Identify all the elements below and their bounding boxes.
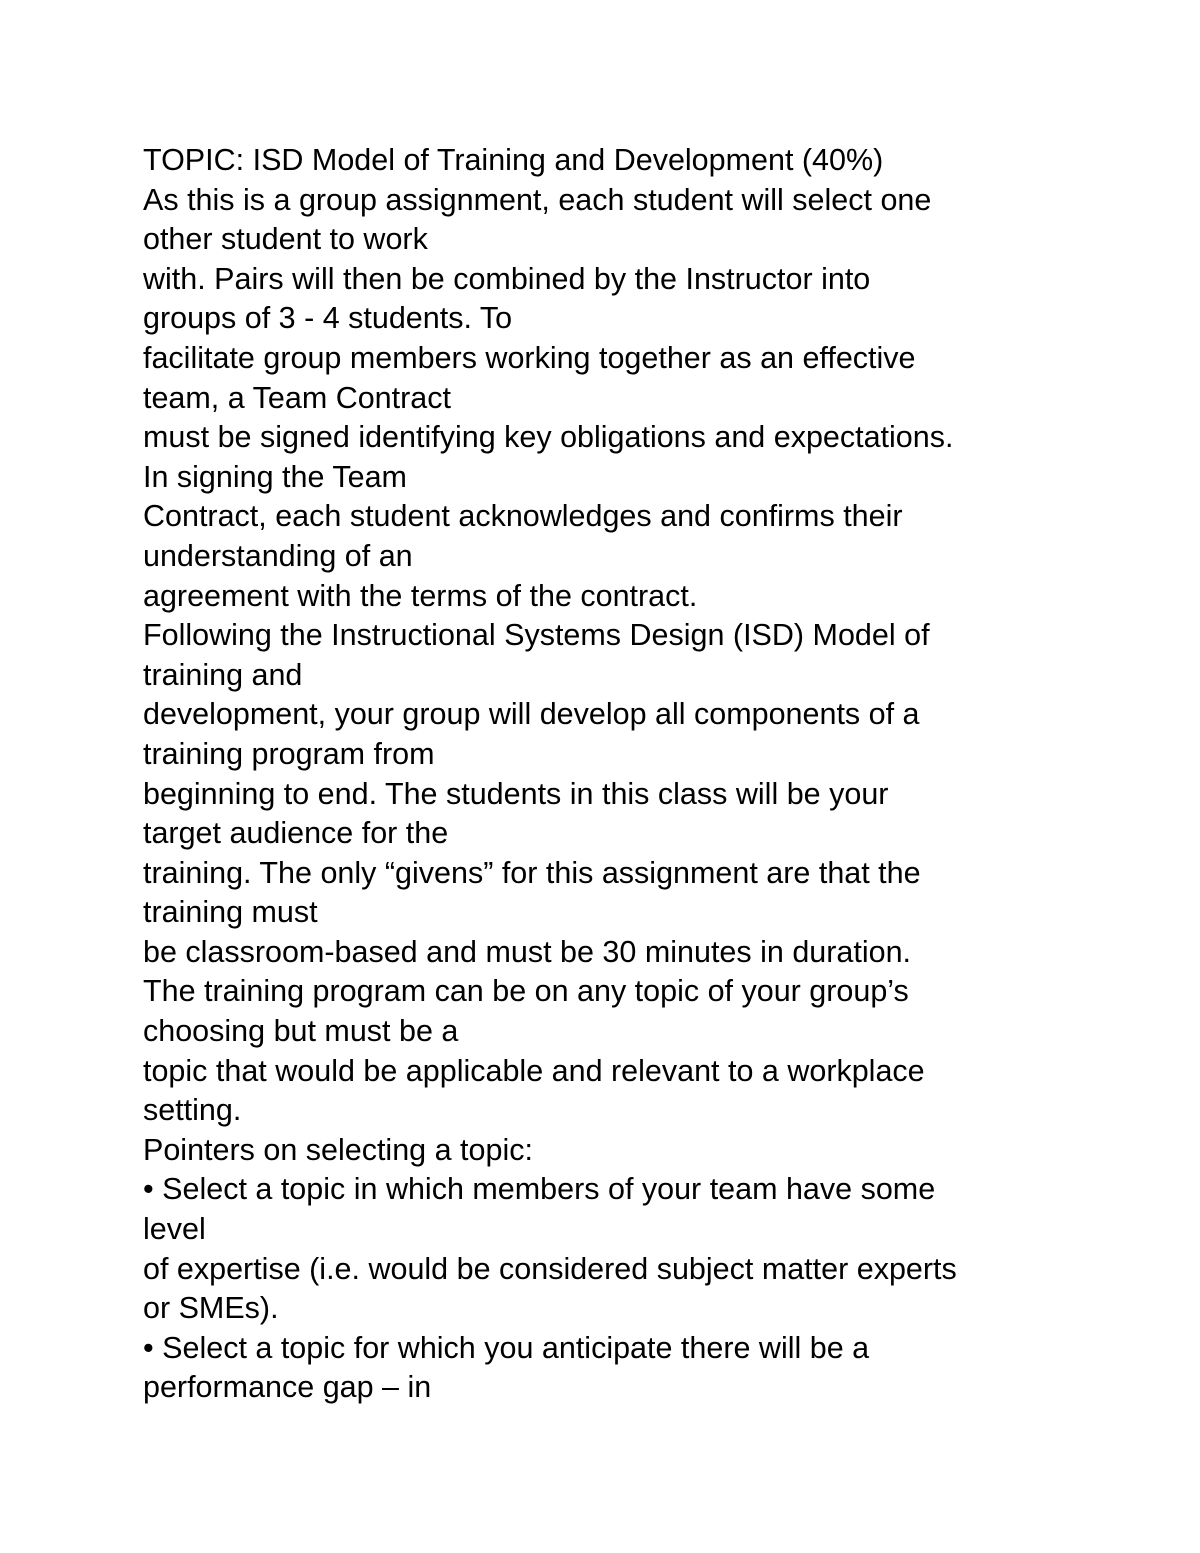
text-line: groups of 3 - 4 students. To <box>143 301 513 336</box>
text-line: topic that would be applicable and relevant to a workplace <box>143 1053 925 1088</box>
text-line: must be signed identifying key obligations and expectations. <box>143 420 954 455</box>
text-line: Contract, each student acknowledges and confirms their <box>143 499 903 534</box>
bullet-item: • Select a topic for which you anticipate there will be a <box>143 1330 870 1365</box>
text-line: performance gap – in <box>143 1370 432 1405</box>
text-line: facilitate group members working together as an effective <box>143 340 916 375</box>
text-line: In signing the Team <box>143 459 407 494</box>
text-line: As this is a group assignment, each student will select one <box>143 182 932 217</box>
text-line: level <box>143 1212 206 1247</box>
text-line: other student to work <box>143 222 428 257</box>
text-line: training and <box>143 657 303 692</box>
text-line: Following the Instructional Systems Design (ISD) Model of <box>143 618 930 653</box>
pointers-heading: Pointers on selecting a topic: <box>143 1132 533 1167</box>
text-line: choosing but must be a <box>143 1014 459 1049</box>
text-line: setting. <box>143 1093 242 1128</box>
heading-topic: TOPIC: ISD Model of Training and Development (40%) <box>143 143 884 177</box>
text-line: be classroom-based and must be 30 minutes in duration. <box>143 934 912 969</box>
text-line: The training program can be on any topic of your group’s <box>143 974 909 1009</box>
text-line: target audience for the <box>143 816 449 851</box>
text-line: training. The only “givens” for this assignment are that the <box>143 855 921 890</box>
text-line: training program from <box>143 736 435 771</box>
text-line: training must <box>143 895 318 930</box>
text-line: understanding of an <box>143 538 413 573</box>
text-line: agreement with the terms of the contract. <box>143 578 698 613</box>
text-line: development, your group will develop all components of a <box>143 697 920 732</box>
text-line: or SMEs). <box>143 1291 279 1326</box>
text-line: of expertise (i.e. would be considered subject matter experts <box>143 1251 957 1286</box>
bullet-item: • Select a topic in which members of your team have some <box>143 1172 936 1207</box>
text-line: with. Pairs will then be combined by the Instructor into <box>143 261 871 296</box>
text-line: beginning to end. The students in this class will be your <box>143 776 889 811</box>
text-line: team, a Team Contract <box>143 380 451 415</box>
document-body <box>143 141 1143 1408</box>
